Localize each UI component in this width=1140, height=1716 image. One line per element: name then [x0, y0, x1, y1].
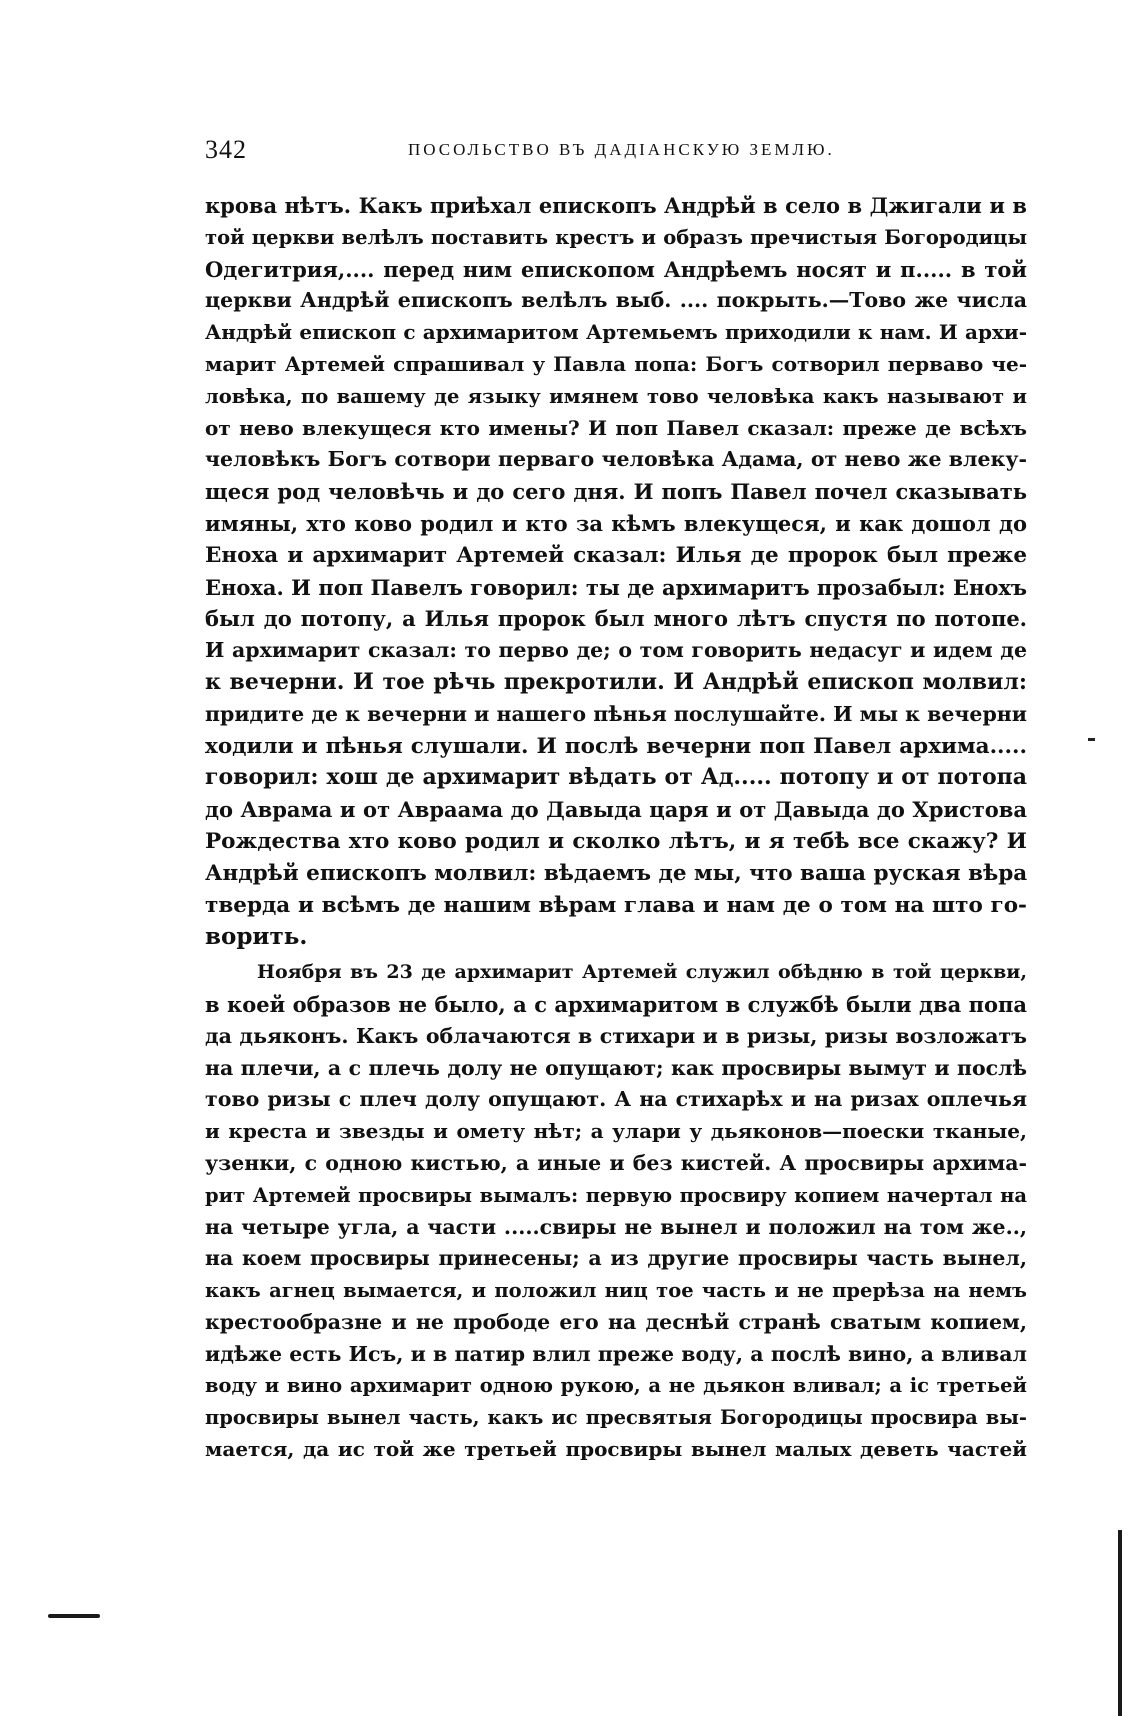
text-line: ходили и пѣнья слушали. И послѣ вечерни поп Павел архима..... — [205, 733, 1027, 759]
text-line: Андрѣй епископъ молвил: вѣдаемъ де мы, что ваша руская вѣра — [205, 860, 1028, 886]
text-line: идѣже есть Исъ, и в патир влил преже воду, а послѣ вино, а вливал — [205, 1341, 1027, 1366]
text-line: узенки, с одною кистью, а иные и без кистей. А просвиры архима- — [205, 1150, 1027, 1175]
text-line: на плечи, а с плечь долу не опущают; как просвиры вымут и послѣ — [205, 1055, 1027, 1080]
text-line: тово ризы с плеч долу опущают. А на стихарѣх и на ризах оплечья — [205, 1087, 1027, 1112]
text-line: крова нѣтъ. Какъ приѣхал епископъ Андрѣй в село в Джигали и в — [205, 193, 1027, 218]
text-line: Одегитрия,.... перед ним епископом Андрѣемъ носят и п..... в той — [205, 256, 1027, 282]
text-line: той церкви велѣлъ поставить крестъ и образъ пречистыя Богородицы — [205, 225, 1027, 249]
text-line: просвиры вынел часть, какъ ис пресвятыя Богородицы просвира вы- — [205, 1406, 1027, 1430]
text-line: до Аврама и от Авраама до Давыда царя и от Давыда до Христова — [205, 797, 1027, 823]
paragraph-1 — [205, 190, 1027, 953]
text-line: щеся род человѣчь и до сего дня. И попъ Павел почел сказывать — [205, 479, 1027, 505]
text-line: мается, да ис той же третьей просвиры вынел малых деветь частей — [205, 1437, 1027, 1462]
scan-speck — [1088, 738, 1095, 741]
text-line: крестообразне и не прободе его на деснѣй странѣ сватым копием, — [205, 1309, 1027, 1334]
text-line: имяны, хто ково родил и кто за кѣмъ влекущеся, и как дошол до — [205, 510, 1027, 536]
text-line: на четыре угла, а части .....свиры не вынел и положил на том же.., — [205, 1214, 1027, 1239]
text-line: от нево влекущеся кто имены? И поп Павел сказал: преже де всѣхъ — [205, 415, 1027, 440]
page-number: 342 — [205, 135, 247, 164]
scan-edge-line — [1118, 1530, 1122, 1716]
text-line: Еноха и архимарит Артемей сказал: Илья де пророк был преже — [205, 542, 1027, 568]
text-line: воду и вино архимарит одною рукою, а не дьякон вливал; а іс третьей — [205, 1374, 1027, 1398]
text-line: марит Артемей спрашивал у Павла попа: Богъ сотворил перваво че- — [205, 351, 1027, 376]
text-line: церкви Андрѣй епископъ велѣлъ выб. .... покрыть.—Тово же числа — [205, 288, 1027, 313]
scan-edge-mark — [48, 1614, 100, 1618]
text-line: в коей образов не было, а с архимаритом в службѣ были два попа — [205, 991, 1027, 1017]
text-line: и креста и звезды и омету нѣт; а улари у дьяконов—поески тканые, — [205, 1119, 1027, 1144]
text-line: был до потопу, а Илья пророк был много лѣтъ спустя по потопе. — [205, 606, 1027, 632]
text-line: И архимарит сказал: то перво де; о том говорить недасуг и идем де — [205, 638, 1027, 663]
paragraph-2 — [205, 957, 1027, 1466]
text-line: Ноября въ 23 де архимарит Артемей служил обѣдню в той церкви, — [257, 961, 1027, 984]
text-line: Рождества хто ково родил и сколко лѣтъ, и я тебѣ все скажу? И — [205, 828, 1027, 854]
text-line: рит Артемей просвиры вымалъ: первую просвиру копием начертал на — [205, 1183, 1027, 1207]
text-line: к вечерни. И тое рѣчь прекротили. И Андрѣй епископ молвил: — [205, 668, 1027, 695]
body-text — [205, 190, 1027, 1466]
text-line: да дьяконъ. Какъ облачаются в стихари и в ризы, ризы возложатъ — [205, 1023, 1027, 1048]
text-line: придите де к вечерни и нашего пѣнья послушайте. И мы к вечерни — [205, 701, 1027, 726]
text-line: ворить. — [205, 923, 308, 951]
text-line: Андрѣй епископ с архимаритом Артемьемъ приходили к нам. И архи- — [205, 320, 1027, 345]
text-line: Еноха. И поп Павелъ говорил: ты де архимаритъ прозабыл: Енохъ — [205, 574, 1027, 600]
text-line: ловѣка, по вашему де языку имянем тово человѣка какъ называют и — [205, 384, 1027, 408]
text-line: говорил: хош де архимарит вѣдать от Ад..... потопу и от потопа — [205, 764, 1027, 791]
text-line: человѣкъ Богъ сотвори перваго человѣка Адама, от нево же влеку- — [205, 447, 1027, 472]
running-title: ПОСОЛЬСТВО ВЪ ДАДІАНСКУЮ ЗЕМЛЮ. — [408, 140, 835, 159]
text-line: какъ агнец вымается, и положил ниц тое часть и не прерѣза на немъ — [205, 1279, 1027, 1303]
text-line: на коем просвиры принесены; а из другие просвиры часть вынел, — [205, 1246, 1027, 1271]
text-line: тверда и всѣмъ де нашим вѣрам глава и нам де о том на што го- — [205, 892, 1027, 918]
